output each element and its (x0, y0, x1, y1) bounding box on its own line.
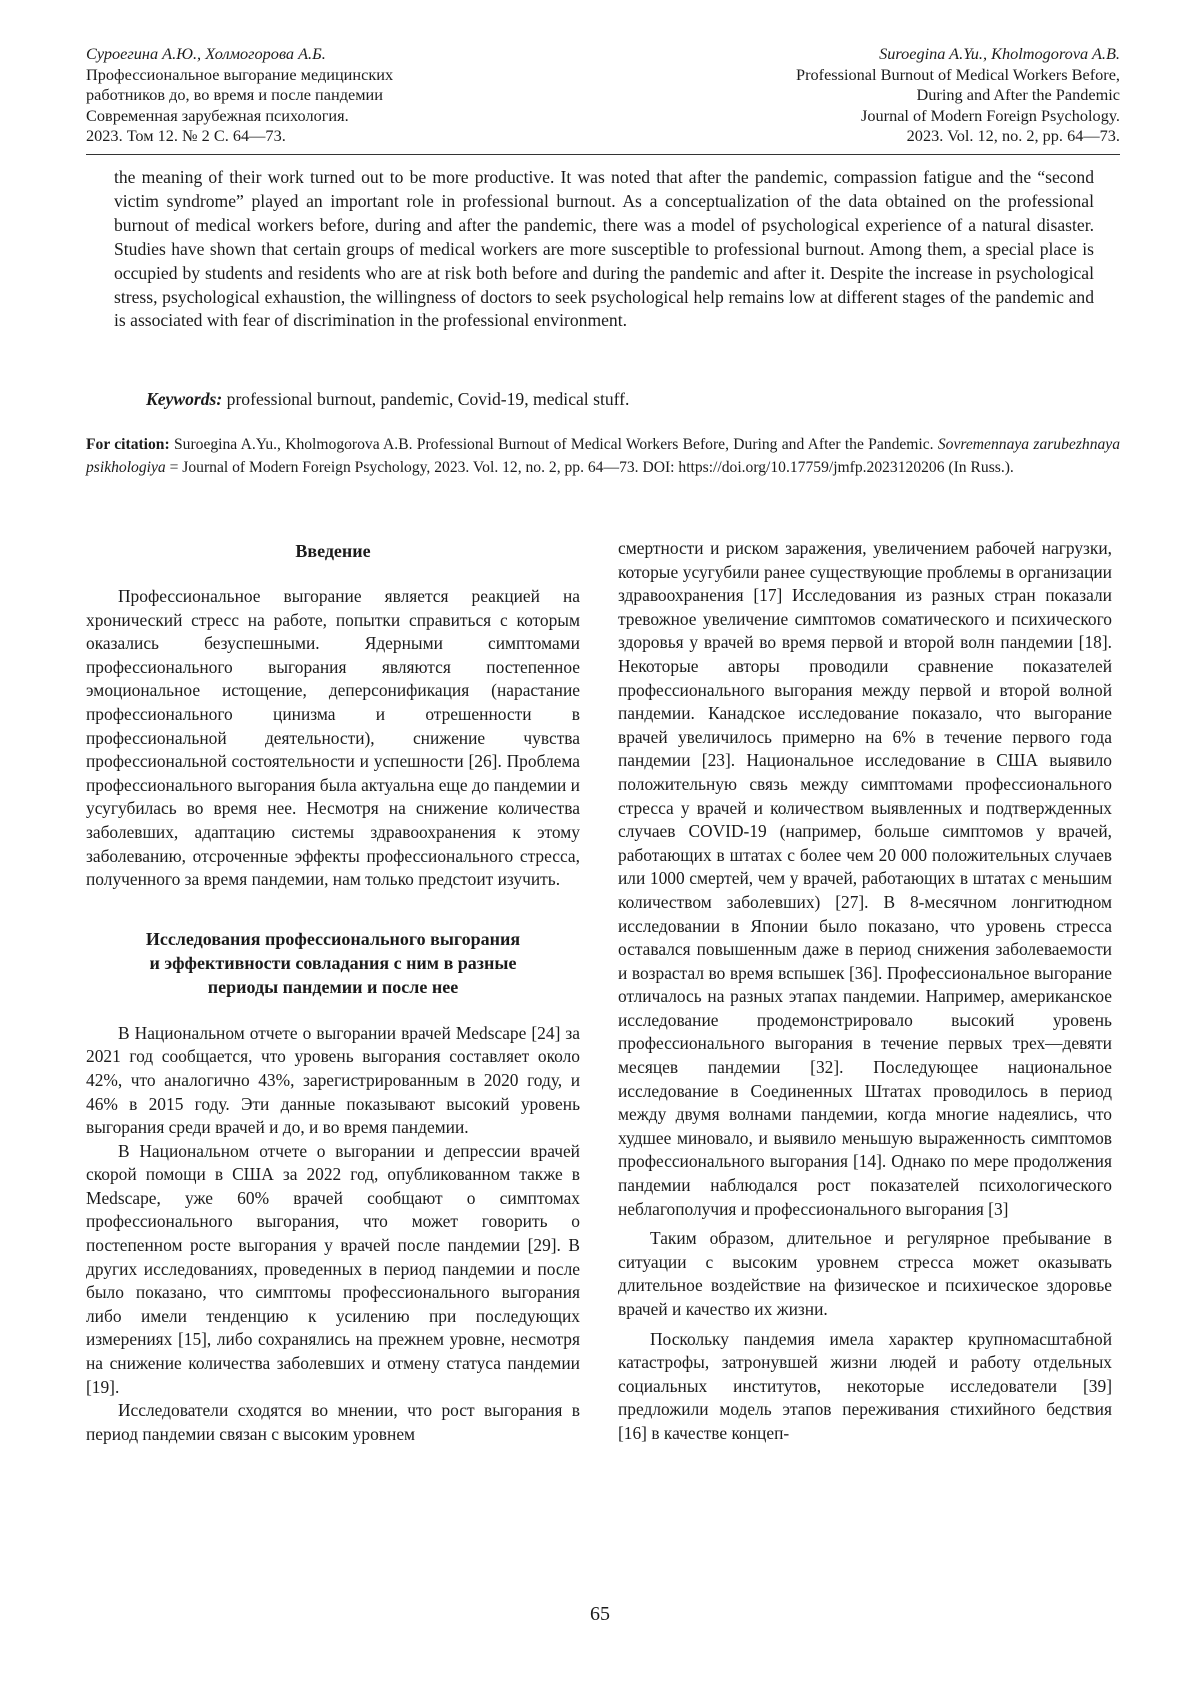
paragraph-continued: смертности и риском заражения, увеличением рабочей нагрузки, которые усугубили ранее существующие проблемы в организации здравоохранения [17] Исследования из разных стран показали тревожное увеличение симптомов соматического и психического здоровья у врачей во время первой и второй волн пандемии [18]. Некоторые авторы проводили сравнение показателей профессионального выгорания между первой и второй волной пандемии. Канадское исследование показало, что выгорание врачей увеличилось примерно на 6% в течение первого года пандемии [23]. Национальное исследование в США выявило положительную связь между симптомами профессионального стресса у врачей и количеством выявленных и подтвержденных случаев COVID-19 (например, больше симптомов у врачей, работающих в штатах с более чем 20 000 положительных случаев или 1000 смертей, чем у врачей, работающих в штатах с меньшим количеством заболевших) [27]. В 8-месячном лонгитюдном исследовании в Японии было показано, что уровень стресса оставался повышенным даже в период снижения заболеваемости и возрастал во время вспышек [36]. Профессиональное выгорание отличалось на разных этапах пандемии. Например, американское исследование продемонстрировало высокий уровень профессионального выгорания в течение первых трех—девяти месяцев пандемии [32]. Последующее национальное исследование в Соединенных Штатах проводилось в период между двумя волнами пандемии, когда многие надеялись, что худшее миновало, и выявило меньшую выраженность симптомов профессионального выгорания [14]. Однако по мере продолжения пандемии наблюдался рост показателей психологического неблагополучия и профессионального выгорания [3] (618, 538, 1112, 1219)
header-russian (86, 44, 393, 147)
paragraph: Таким образом, длительное и регулярное пребывание в ситуации с высоким уровнем стресса может оказывать длительное воздействие на физическое и психическое здоровье врачей и качество их жизни. (618, 1228, 1112, 1319)
abstract-continuation (114, 166, 1094, 333)
heading-section-line: периоды пандемии и после нее (207, 976, 459, 997)
citation-label: For citation: (86, 436, 170, 453)
header-authors-ru: Суроегина А.Ю., Холмогорова А.Б. (86, 44, 326, 63)
paragraph: Исследователи сходятся во мнении, что рост выгорания в период пандемии связан с высоким уровнем (86, 1400, 580, 1444)
heading-section (86, 927, 580, 999)
page-number: 65 (590, 1603, 610, 1625)
citation-text-before: Suroegina A.Yu., Kholmogorova A.B. Professional Burnout of Medical Workers Before, During and After the Pandemic. (173, 436, 934, 453)
header-issue-en: 2023. Vol. 12, no. 2, pp. 64—73. (906, 126, 1120, 145)
running-header (86, 44, 1120, 156)
header-title-ru-line2: работников до, во время и после пандемии (86, 85, 383, 104)
header-divider (86, 154, 1120, 155)
citation-journal: Sovremennaya zarubezhnaya psikhologiya (86, 436, 1121, 476)
keywords-label: Keywords: (146, 389, 223, 409)
citation (86, 434, 1120, 479)
header-title-ru-line1: Профессиональное выгорание медицинских (86, 64, 394, 84)
header-journal-ru: Современная зарубежная психология. (86, 105, 349, 125)
header-issue-ru: 2023. Том 12. № 2 С. 64—73. (86, 126, 286, 145)
paragraph: Поскольку пандемия имела характер крупномасштабной катастрофы, затронувшей жизни людей и работу отдельных социальных институтов, некоторые исследователи [39] предложили модель этапов переживания стихийного бедствия [16] в качестве концеп- (618, 1328, 1112, 1443)
heading-section-line: и эффективности совладания с ним в разные (149, 952, 517, 973)
header-authors-en: Suroegina A.Yu., Kholmogorova A.B. (879, 44, 1120, 63)
paragraph: В Национальном отчете о выгорании врачей Medscape [24] за 2021 год сообщается, что уровень выгорания составляет около 42%, что аналогично 43%, зарегистрированным в 2020 году, и 46% в 2015 году. Эти данные показывают высокий уровень выгорания среди врачей и до, и во время пандемии. (86, 1022, 580, 1138)
left-column (86, 537, 580, 1446)
heading-introduction: Введение (295, 541, 371, 561)
header-journal-en: Journal of Modern Foreign Psychology. (861, 105, 1120, 125)
citation-text-after: = Journal of Modern Foreign Psychology, 2023. Vol. 12, no. 2, pp. 64—73. DOI: https://doi.org/10.17759/jmfp.2023120206 (In Russ.). (169, 458, 1014, 476)
heading-section-line: Исследования профессионального выгорания (145, 928, 521, 949)
keywords-text: professional burnout, pandemic, Covid-19, medical stuff. (226, 389, 630, 409)
paragraph: В Национальном отчете о выгорании и депрессии врачей скорой помощи в США за 2022 год, опубликованном также в Medscape, уже 60% врачей сообщают о симптомах профессионального выгорания, что может говорить о постепенном росте выгорания у врачей после пандемии [29]. В других исследованиях, проведенных в период пандемии и после было показано, что симптомы профессионального выгорания либо имели тенденцию к усилению при последующих измерениях [15], либо сохранялись на прежнем уровне, несмотря на снижение количества заболевших и отмену статуса пандемии [19]. (86, 1140, 580, 1397)
header-english (796, 44, 1120, 147)
right-column (618, 537, 1112, 1446)
paragraph: Профессиональное выгорание является реакцией на хронический стресс на работе, попытки справиться с которым оказались безуспешными. Ядерными симптомами профессионального выгорания являются постепенное эмоциональное истощение, деперсонификация (нарастание профессионального цинизма и отрешенности в профессиональной деятельности), снижение чувства профессиональной состоятельности и успешности [26]. Проблема профессионального выгорания была актуальна еще до пандемии и усугубилась во время нее. Несмотря на снижение количества заболевших, адаптацию системы здравоохранения к этому заболеванию, отсроченные эффекты профессионального стресса, полученного за время пандемии, нам только предстоит изучить. (86, 586, 580, 890)
header-title-en-line1: Professional Burnout of Medical Workers Before, (796, 64, 1120, 84)
abstract-text: the meaning of their work turned out to be more productive. It was noted that after the pandemic, compassion fatigue and the “second victim syndrome” played an important role in professional burnout. As a conceptualization of the data obtained on the professional burnout of medical workers before, during and after the pandemic, there was a model of psychological experience of a natural disaster. Studies have shown that certain groups of medical workers are more susceptible to professional burnout. Among them, a special place is occupied by students and residents who are at risk both before and during the pandemic and after it. Despite the increase in psychological stress, psychological exhaustion, the willingness of doctors to seek psychological help remains low at different stages of the pandemic and is associated with fear of discrimination in the professional environment. (114, 167, 1094, 331)
keywords (146, 387, 1106, 411)
header-title-en-line2: During and After the Pandemic (916, 85, 1120, 104)
